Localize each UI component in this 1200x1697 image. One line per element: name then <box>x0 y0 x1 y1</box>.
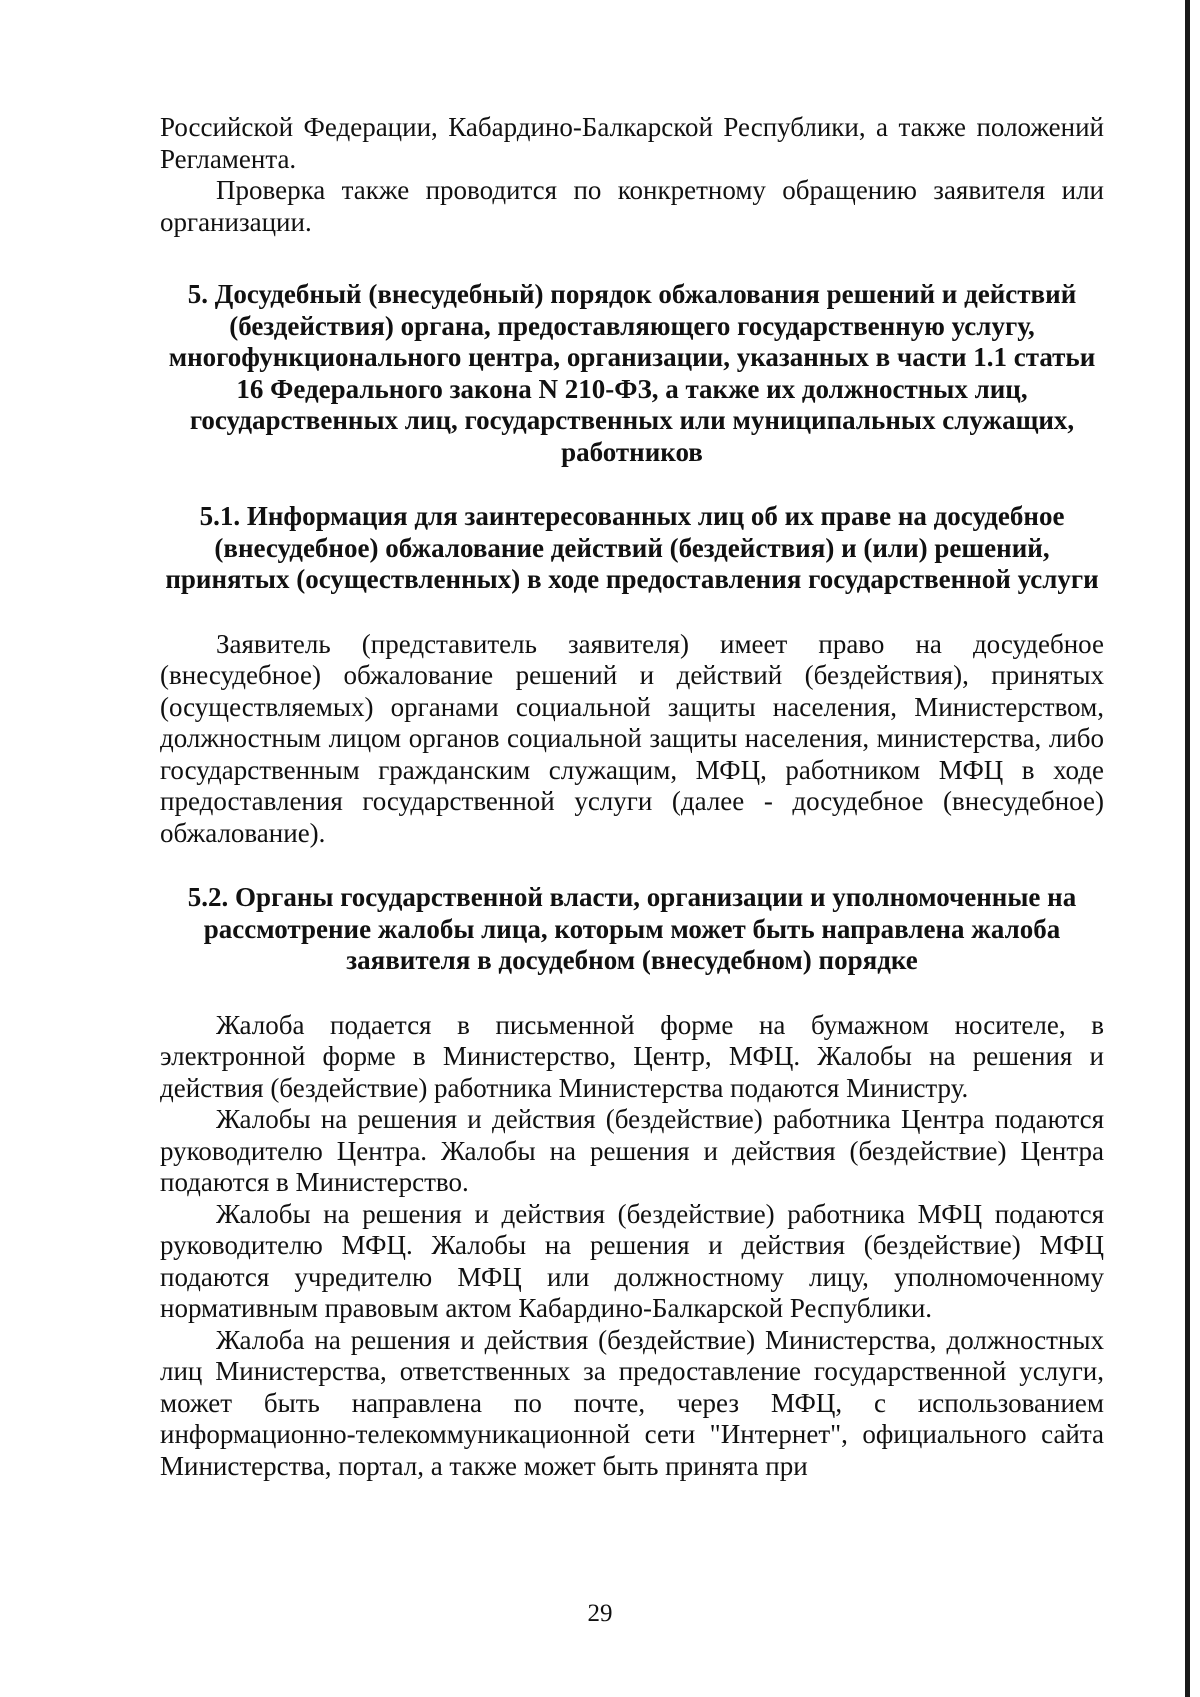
paragraph-continuation: Российской Федерации, Кабардино-Балкарской Республики, а также положений Регламента. <box>160 112 1104 174</box>
paragraph-verification: Проверка также проводится по конкретному обращению заявителя или организации. <box>160 175 1104 237</box>
paragraph-5-2-a: Жалоба подается в письменной форме на бумажном носителе, в электронной форме в Министерство, Центр, МФЦ. Жалобы на решения и действия (бездействие) работника Министерства подаются Министру. <box>160 1009 1104 1103</box>
section-5-1-heading: 5.1. Информация для заинтересованных лиц об их праве на досудебное (внесудебное) обжалование действий (бездействия) и (или) решений, принятых (осуществленных) в ходе предоставления государственной услуги <box>165 501 1099 594</box>
paragraph-5-1: Заявитель (представитель заявителя) имеет право на досудебное (внесудебное) обжалование решений и действий (бездействия), принятых (осуществляемых) органами социальной защиты населения, Министерством, должностным лицом органов социальной защиты населения, министерства, либо государственным гражданским служащим, МФЦ, работником МФЦ в ходе предоставления государственной услуги (далее - досудебное (внесудебное) обжалование). <box>160 628 1104 848</box>
section-5-heading: 5. Досудебный (внесудебный) порядок обжалования решений и действий (бездействия) органа, предоставляющего государственную услугу, многофункционального центра, организации, указанных в части 1.1 статьи 16 Федерального закона N 210-ФЗ, а также их должностных лиц, государственных лиц, государственных или муниципальных служащих, работников <box>168 279 1096 467</box>
page-number: 29 <box>587 1600 613 1627</box>
scan-edge-border <box>1185 0 1190 1697</box>
document-page <box>160 112 1104 1482</box>
paragraph-5-2-c: Жалобы на решения и действия (бездействие) работника МФЦ подаются руководителю МФЦ. Жалобы на решения и действия (бездействие) МФЦ подаются учредителю МФЦ или должностному лицу, уполномоченному нормативным правовым актом Кабардино-Балкарской Республики. <box>160 1198 1104 1323</box>
section-5-2-heading: 5.2. Органы государственной власти, организации и уполномоченные на рассмотрение жалобы лица, которым может быть направлена жалоба заявителя в досудебном (внесудебном) порядке <box>187 882 1077 975</box>
paragraph-5-2-d: Жалоба на решения и действия (бездействие) Министерства, должностных лиц Министерства, ответственных за предоставление государственной услуги, может быть направлена по почте, через МФЦ, с использованием информационно-телекоммуникационной сети "Интернет", официального сайта Министерства, портал, а также может быть принята при <box>160 1324 1104 1481</box>
paragraph-5-2-b: Жалобы на решения и действия (бездействие) работника Центра подаются руководителю Центра. Жалобы на решения и действия (бездействие) Центра подаются в Министерство. <box>160 1104 1104 1197</box>
